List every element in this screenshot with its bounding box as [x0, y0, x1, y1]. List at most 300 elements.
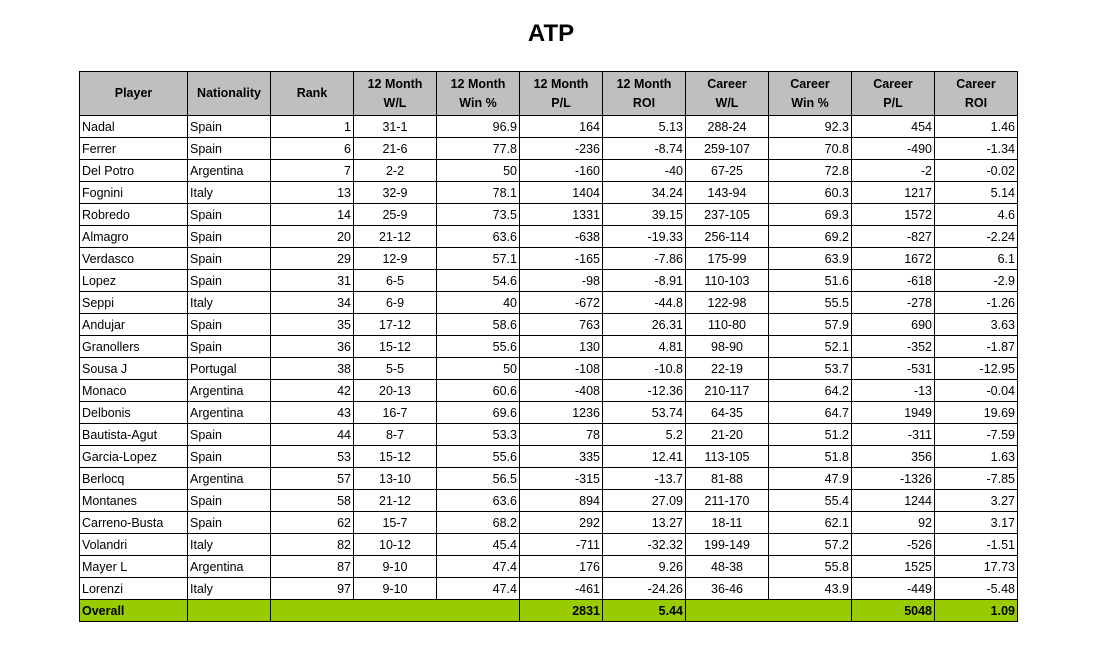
career-pl-cell: 1217: [852, 182, 935, 204]
player-cell: Del Potro: [80, 160, 188, 182]
nationality-cell: Spain: [188, 248, 271, 270]
player-cell: Carreno-Busta: [80, 512, 188, 534]
12m-pl-cell: 164: [520, 116, 603, 138]
column-header-line2: ROI: [964, 95, 988, 110]
overall-12m-roi: 5.44: [603, 600, 686, 622]
column-header-line1: 12 Month: [367, 76, 423, 91]
column-header: [935, 72, 1018, 116]
overall-empty-cell: [437, 600, 520, 622]
header-row: [80, 72, 1018, 116]
12m-wl-cell: 6-5: [354, 270, 437, 292]
nationality-cell: Italy: [188, 292, 271, 314]
column-header: [769, 72, 852, 116]
overall-career-roi: 1.09: [935, 600, 1018, 622]
12m-roi-cell: 12.41: [603, 446, 686, 468]
career-win-pct-cell: 43.9: [769, 578, 852, 600]
career-roi-cell: -7.85: [935, 468, 1018, 490]
player-cell: Berlocq: [80, 468, 188, 490]
career-pl-cell: -2: [852, 160, 935, 182]
nationality-cell: Italy: [188, 578, 271, 600]
12m-roi-cell: -12.36: [603, 380, 686, 402]
12m-wl-cell: 6-9: [354, 292, 437, 314]
12m-roi-cell: -40: [603, 160, 686, 182]
career-pl-cell: 1525: [852, 556, 935, 578]
player-cell: Sousa J: [80, 358, 188, 380]
table-row: [80, 160, 1018, 182]
career-pl-cell: -352: [852, 336, 935, 358]
column-header-line2: Win %: [791, 95, 829, 110]
12m-pl-cell: -315: [520, 468, 603, 490]
column-header-line2: P/L: [883, 95, 903, 110]
12m-wl-cell: 21-6: [354, 138, 437, 160]
12m-win-pct-cell: 68.2: [437, 512, 520, 534]
12m-wl-cell: 13-10: [354, 468, 437, 490]
12m-win-pct-cell: 78.1: [437, 182, 520, 204]
table-row: [80, 578, 1018, 600]
nationality-cell: Spain: [188, 226, 271, 248]
12m-pl-cell: -672: [520, 292, 603, 314]
12m-wl-cell: 16-7: [354, 402, 437, 424]
table-row: [80, 512, 1018, 534]
12m-win-pct-cell: 54.6: [437, 270, 520, 292]
career-roi-cell: -2.24: [935, 226, 1018, 248]
nationality-cell: Argentina: [188, 468, 271, 490]
12m-pl-cell: 335: [520, 446, 603, 468]
column-header-line2: Win %: [459, 95, 497, 110]
career-win-pct-cell: 52.1: [769, 336, 852, 358]
12m-win-pct-cell: 47.4: [437, 578, 520, 600]
career-roi-cell: -1.87: [935, 336, 1018, 358]
12m-win-pct-cell: 58.6: [437, 314, 520, 336]
12m-pl-cell: -408: [520, 380, 603, 402]
table-row: [80, 490, 1018, 512]
12m-pl-cell: -461: [520, 578, 603, 600]
table-row: [80, 534, 1018, 556]
12m-roi-cell: -44.8: [603, 292, 686, 314]
nationality-cell: Spain: [188, 336, 271, 358]
career-wl-cell: 81-88: [686, 468, 769, 490]
12m-roi-cell: 5.2: [603, 424, 686, 446]
career-pl-cell: 1672: [852, 248, 935, 270]
12m-pl-cell: 763: [520, 314, 603, 336]
12m-wl-cell: 15-7: [354, 512, 437, 534]
table-row: [80, 248, 1018, 270]
table-row: [80, 138, 1018, 160]
nationality-cell: Italy: [188, 534, 271, 556]
player-cell: Mayer L: [80, 556, 188, 578]
rank-cell: 42: [271, 380, 354, 402]
player-cell: Verdasco: [80, 248, 188, 270]
overall-empty-cell: [686, 600, 769, 622]
column-header-line1: Career: [873, 76, 913, 91]
12m-wl-cell: 15-12: [354, 446, 437, 468]
12m-pl-cell: 1331: [520, 204, 603, 226]
career-win-pct-cell: 53.7: [769, 358, 852, 380]
career-pl-cell: 356: [852, 446, 935, 468]
rank-cell: 29: [271, 248, 354, 270]
career-win-pct-cell: 55.5: [769, 292, 852, 314]
12m-pl-cell: 1404: [520, 182, 603, 204]
overall-empty-cell: [354, 600, 437, 622]
12m-win-pct-cell: 63.6: [437, 226, 520, 248]
career-wl-cell: 21-20: [686, 424, 769, 446]
overall-empty-cell: [271, 600, 354, 622]
player-cell: Ferrer: [80, 138, 188, 160]
rank-cell: 82: [271, 534, 354, 556]
column-header-line1: Rank: [296, 86, 328, 100]
table-row: [80, 556, 1018, 578]
nationality-cell: Spain: [188, 270, 271, 292]
career-win-pct-cell: 62.1: [769, 512, 852, 534]
nationality-cell: Portugal: [188, 358, 271, 380]
nationality-cell: Spain: [188, 138, 271, 160]
rank-cell: 62: [271, 512, 354, 534]
table-row: [80, 314, 1018, 336]
career-roi-cell: 1.63: [935, 446, 1018, 468]
career-wl-cell: 18-11: [686, 512, 769, 534]
12m-win-pct-cell: 40: [437, 292, 520, 314]
12m-wl-cell: 21-12: [354, 490, 437, 512]
column-header-line2: W/L: [715, 95, 739, 110]
career-wl-cell: 113-105: [686, 446, 769, 468]
career-wl-cell: 36-46: [686, 578, 769, 600]
column-header-line2: P/L: [551, 95, 571, 110]
rank-cell: 31: [271, 270, 354, 292]
career-win-pct-cell: 60.3: [769, 182, 852, 204]
12m-roi-cell: 5.13: [603, 116, 686, 138]
12m-pl-cell: 78: [520, 424, 603, 446]
12m-roi-cell: 4.81: [603, 336, 686, 358]
12m-roi-cell: 13.27: [603, 512, 686, 534]
table-row: [80, 270, 1018, 292]
player-cell: Bautista-Agut: [80, 424, 188, 446]
column-header-line1: Career: [790, 76, 830, 91]
rank-cell: 43: [271, 402, 354, 424]
player-cell: Garcia-Lopez: [80, 446, 188, 468]
12m-roi-cell: -8.91: [603, 270, 686, 292]
12m-pl-cell: 894: [520, 490, 603, 512]
career-roi-cell: -5.48: [935, 578, 1018, 600]
column-header: [603, 72, 686, 116]
career-wl-cell: 175-99: [686, 248, 769, 270]
overall-empty-cell: [188, 600, 271, 622]
nationality-cell: Argentina: [188, 556, 271, 578]
column-header: [354, 72, 437, 116]
rank-cell: 14: [271, 204, 354, 226]
table-row: [80, 358, 1018, 380]
rank-cell: 87: [271, 556, 354, 578]
career-pl-cell: -278: [852, 292, 935, 314]
12m-pl-cell: -160: [520, 160, 603, 182]
career-pl-cell: 454: [852, 116, 935, 138]
12m-roi-cell: -10.8: [603, 358, 686, 380]
column-header-line1: Nationality: [197, 86, 261, 100]
table-row: [80, 292, 1018, 314]
12m-roi-cell: -8.74: [603, 138, 686, 160]
career-pl-cell: -311: [852, 424, 935, 446]
nationality-cell: Spain: [188, 116, 271, 138]
12m-win-pct-cell: 77.8: [437, 138, 520, 160]
player-cell: Nadal: [80, 116, 188, 138]
column-header: [852, 72, 935, 116]
career-win-pct-cell: 63.9: [769, 248, 852, 270]
nationality-cell: Spain: [188, 446, 271, 468]
career-pl-cell: -490: [852, 138, 935, 160]
career-roi-cell: -0.04: [935, 380, 1018, 402]
player-cell: Seppi: [80, 292, 188, 314]
12m-roi-cell: -7.86: [603, 248, 686, 270]
overall-empty-cell: [769, 600, 852, 622]
career-win-pct-cell: 64.2: [769, 380, 852, 402]
career-roi-cell: 3.63: [935, 314, 1018, 336]
nationality-cell: Spain: [188, 204, 271, 226]
career-win-pct-cell: 51.2: [769, 424, 852, 446]
overall-row: [80, 600, 1018, 622]
table-row: [80, 446, 1018, 468]
column-header-line1: 12 Month: [450, 76, 506, 91]
player-cell: Delbonis: [80, 402, 188, 424]
career-pl-cell: -1326: [852, 468, 935, 490]
12m-win-pct-cell: 50: [437, 358, 520, 380]
career-roi-cell: 3.17: [935, 512, 1018, 534]
12m-wl-cell: 20-13: [354, 380, 437, 402]
player-cell: Monaco: [80, 380, 188, 402]
player-cell: Robredo: [80, 204, 188, 226]
table-row: [80, 226, 1018, 248]
player-cell: Volandri: [80, 534, 188, 556]
player-cell: Lorenzi: [80, 578, 188, 600]
nationality-cell: Argentina: [188, 380, 271, 402]
12m-roi-cell: 26.31: [603, 314, 686, 336]
12m-wl-cell: 25-9: [354, 204, 437, 226]
career-wl-cell: 22-19: [686, 358, 769, 380]
12m-wl-cell: 31-1: [354, 116, 437, 138]
12m-win-pct-cell: 69.6: [437, 402, 520, 424]
career-roi-cell: -12.95: [935, 358, 1018, 380]
career-win-pct-cell: 69.3: [769, 204, 852, 226]
career-win-pct-cell: 47.9: [769, 468, 852, 490]
12m-win-pct-cell: 47.4: [437, 556, 520, 578]
career-win-pct-cell: 69.2: [769, 226, 852, 248]
career-win-pct-cell: 70.8: [769, 138, 852, 160]
column-header: [437, 72, 520, 116]
career-roi-cell: 4.6: [935, 204, 1018, 226]
12m-wl-cell: 8-7: [354, 424, 437, 446]
column-header-line1: Career: [956, 76, 996, 91]
12m-win-pct-cell: 53.3: [437, 424, 520, 446]
career-pl-cell: -531: [852, 358, 935, 380]
rank-cell: 36: [271, 336, 354, 358]
career-pl-cell: -449: [852, 578, 935, 600]
12m-win-pct-cell: 55.6: [437, 446, 520, 468]
career-wl-cell: 98-90: [686, 336, 769, 358]
nationality-cell: Argentina: [188, 402, 271, 424]
career-wl-cell: 199-149: [686, 534, 769, 556]
column-header-line1: 12 Month: [616, 76, 672, 91]
12m-wl-cell: 10-12: [354, 534, 437, 556]
career-pl-cell: 1949: [852, 402, 935, 424]
career-roi-cell: -2.9: [935, 270, 1018, 292]
rank-cell: 7: [271, 160, 354, 182]
rank-cell: 38: [271, 358, 354, 380]
career-win-pct-cell: 55.4: [769, 490, 852, 512]
rank-cell: 97: [271, 578, 354, 600]
12m-roi-cell: -32.32: [603, 534, 686, 556]
career-wl-cell: 256-114: [686, 226, 769, 248]
table-row: [80, 380, 1018, 402]
table-row: [80, 182, 1018, 204]
table-row: [80, 336, 1018, 358]
12m-win-pct-cell: 45.4: [437, 534, 520, 556]
12m-roi-cell: 27.09: [603, 490, 686, 512]
career-win-pct-cell: 64.7: [769, 402, 852, 424]
career-pl-cell: 92: [852, 512, 935, 534]
rank-cell: 20: [271, 226, 354, 248]
career-wl-cell: 64-35: [686, 402, 769, 424]
table-row: [80, 402, 1018, 424]
career-wl-cell: 259-107: [686, 138, 769, 160]
career-win-pct-cell: 55.8: [769, 556, 852, 578]
career-pl-cell: 690: [852, 314, 935, 336]
player-cell: Lopez: [80, 270, 188, 292]
overall-career-pl: 5048: [852, 600, 935, 622]
career-win-pct-cell: 57.2: [769, 534, 852, 556]
nationality-cell: Italy: [188, 182, 271, 204]
career-wl-cell: 48-38: [686, 556, 769, 578]
table-row: [80, 424, 1018, 446]
career-roi-cell: -1.26: [935, 292, 1018, 314]
overall-12m-pl: 2831: [520, 600, 603, 622]
nationality-cell: Spain: [188, 490, 271, 512]
career-pl-cell: -13: [852, 380, 935, 402]
career-pl-cell: -526: [852, 534, 935, 556]
12m-wl-cell: 12-9: [354, 248, 437, 270]
career-pl-cell: -827: [852, 226, 935, 248]
rank-cell: 13: [271, 182, 354, 204]
nationality-cell: Argentina: [188, 160, 271, 182]
career-roi-cell: 3.27: [935, 490, 1018, 512]
career-win-pct-cell: 51.8: [769, 446, 852, 468]
12m-pl-cell: 176: [520, 556, 603, 578]
career-pl-cell: 1572: [852, 204, 935, 226]
12m-wl-cell: 5-5: [354, 358, 437, 380]
12m-pl-cell: -638: [520, 226, 603, 248]
12m-win-pct-cell: 57.1: [437, 248, 520, 270]
career-roi-cell: -7.59: [935, 424, 1018, 446]
nationality-cell: Spain: [188, 314, 271, 336]
player-cell: Almagro: [80, 226, 188, 248]
table-row: [80, 204, 1018, 226]
12m-roi-cell: 34.24: [603, 182, 686, 204]
rank-cell: 53: [271, 446, 354, 468]
12m-pl-cell: -165: [520, 248, 603, 270]
12m-wl-cell: 2-2: [354, 160, 437, 182]
career-wl-cell: 67-25: [686, 160, 769, 182]
12m-win-pct-cell: 96.9: [437, 116, 520, 138]
12m-pl-cell: 292: [520, 512, 603, 534]
career-roi-cell: 5.14: [935, 182, 1018, 204]
12m-roi-cell: 9.26: [603, 556, 686, 578]
player-cell: Granollers: [80, 336, 188, 358]
nationality-cell: Spain: [188, 424, 271, 446]
career-roi-cell: 17.73: [935, 556, 1018, 578]
career-roi-cell: 1.46: [935, 116, 1018, 138]
12m-pl-cell: -98: [520, 270, 603, 292]
career-wl-cell: 210-117: [686, 380, 769, 402]
column-header-line1: Career: [707, 76, 747, 91]
career-pl-cell: -618: [852, 270, 935, 292]
career-roi-cell: 6.1: [935, 248, 1018, 270]
career-win-pct-cell: 51.6: [769, 270, 852, 292]
column-header: [188, 72, 271, 116]
12m-win-pct-cell: 63.6: [437, 490, 520, 512]
column-header-line1: 12 Month: [533, 76, 589, 91]
12m-win-pct-cell: 55.6: [437, 336, 520, 358]
player-cell: Montanes: [80, 490, 188, 512]
career-win-pct-cell: 57.9: [769, 314, 852, 336]
column-header-line2: ROI: [632, 95, 656, 110]
player-cell: Andujar: [80, 314, 188, 336]
12m-wl-cell: 32-9: [354, 182, 437, 204]
rank-cell: 35: [271, 314, 354, 336]
overall-label: Overall: [80, 600, 188, 622]
12m-wl-cell: 17-12: [354, 314, 437, 336]
career-pl-cell: 1244: [852, 490, 935, 512]
career-win-pct-cell: 72.8: [769, 160, 852, 182]
12m-roi-cell: -24.26: [603, 578, 686, 600]
column-header: [271, 72, 354, 116]
nationality-cell: Spain: [188, 512, 271, 534]
12m-wl-cell: 9-10: [354, 578, 437, 600]
12m-win-pct-cell: 60.6: [437, 380, 520, 402]
atp-stats-table: [79, 71, 1018, 622]
rank-cell: 58: [271, 490, 354, 512]
12m-wl-cell: 15-12: [354, 336, 437, 358]
career-roi-cell: -1.34: [935, 138, 1018, 160]
table-row: [80, 468, 1018, 490]
career-roi-cell: -1.51: [935, 534, 1018, 556]
12m-roi-cell: -13.7: [603, 468, 686, 490]
rank-cell: 6: [271, 138, 354, 160]
12m-pl-cell: -108: [520, 358, 603, 380]
12m-roi-cell: -19.33: [603, 226, 686, 248]
table-row: [80, 116, 1018, 138]
career-roi-cell: -0.02: [935, 160, 1018, 182]
12m-wl-cell: 9-10: [354, 556, 437, 578]
column-header: [686, 72, 769, 116]
12m-wl-cell: 21-12: [354, 226, 437, 248]
column-header: [520, 72, 603, 116]
career-wl-cell: 211-170: [686, 490, 769, 512]
rank-cell: 34: [271, 292, 354, 314]
career-roi-cell: 19.69: [935, 402, 1018, 424]
12m-pl-cell: 130: [520, 336, 603, 358]
12m-roi-cell: 53.74: [603, 402, 686, 424]
career-wl-cell: 110-80: [686, 314, 769, 336]
rank-cell: 57: [271, 468, 354, 490]
table-title: ATP: [527, 20, 575, 47]
12m-pl-cell: -711: [520, 534, 603, 556]
12m-win-pct-cell: 73.5: [437, 204, 520, 226]
career-win-pct-cell: 92.3: [769, 116, 852, 138]
career-wl-cell: 110-103: [686, 270, 769, 292]
12m-win-pct-cell: 50: [437, 160, 520, 182]
rank-cell: 1: [271, 116, 354, 138]
12m-roi-cell: 39.15: [603, 204, 686, 226]
12m-pl-cell: -236: [520, 138, 603, 160]
12m-win-pct-cell: 56.5: [437, 468, 520, 490]
player-cell: Fognini: [80, 182, 188, 204]
